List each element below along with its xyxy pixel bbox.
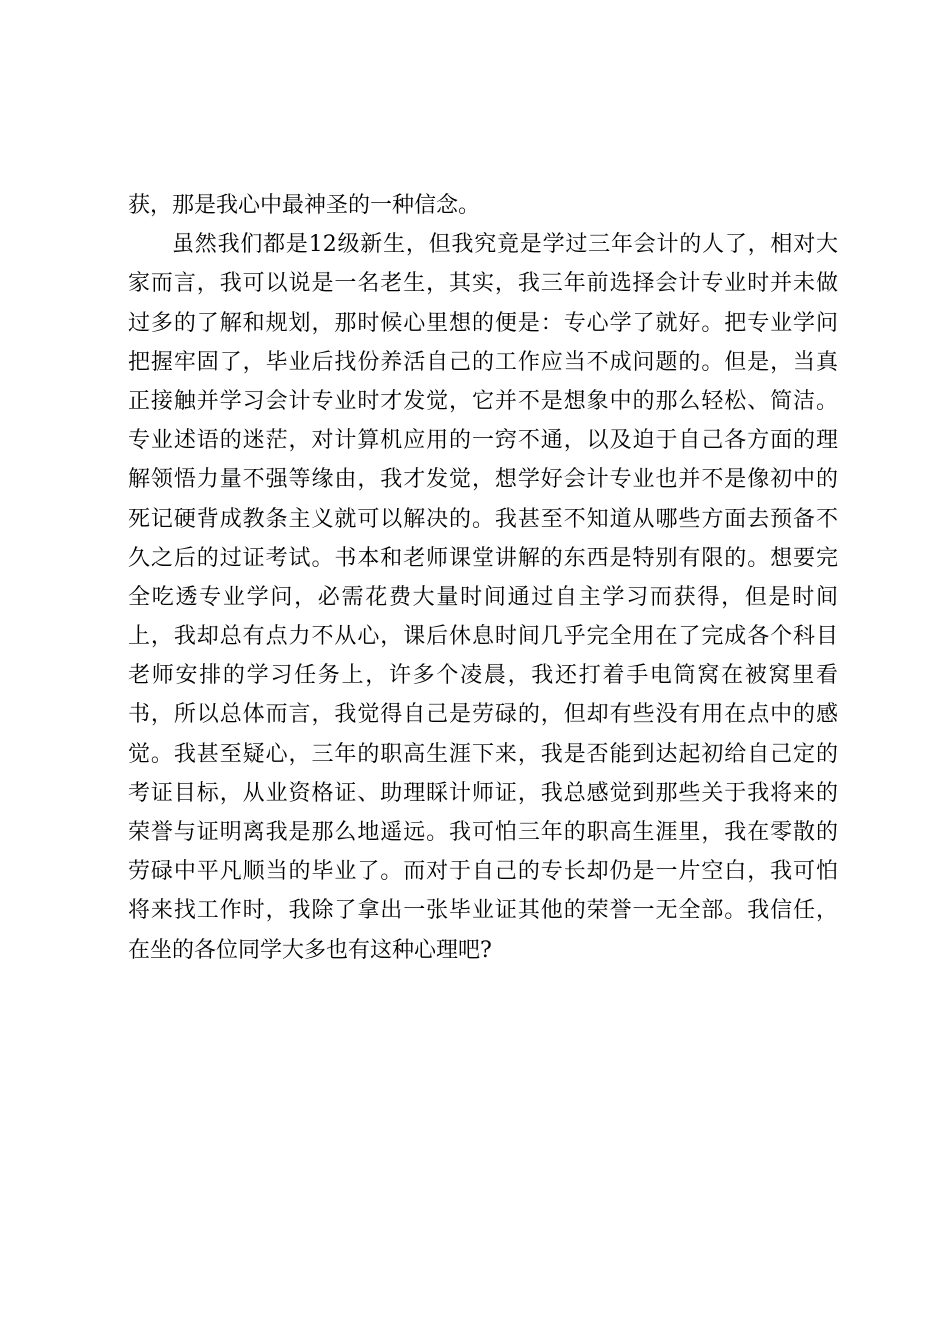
text-line: 荣誉与证明离我是那么地遥远。我可怕三年的职高生涯里，我在零散的 <box>128 820 838 845</box>
text-line: 久之后的过证考试。书本和老师课堂讲解的东西是特别有限的。想要完 <box>128 545 838 571</box>
text-line: 上，我却总有点力不从心，课后休息时间几乎完全用在了完成各个科目 <box>128 624 838 650</box>
text-line: 家而言，我可以说是一名老生，其实，我三年前选择会计专业时并未做 <box>128 271 838 297</box>
body-text <box>128 186 838 970</box>
text-line: 正接触并学习会计专业时才发觉，它并不是想象中的那么轻松、简洁。 <box>128 388 838 414</box>
text-line: 老师安排的学习任务上，许多个凌晨，我还打着手电筒窝在被窝里看 <box>128 663 838 689</box>
text-line: 解领悟力量不强等缘由，我才发觉，想学好会计专业也并不是像初中的 <box>128 467 838 493</box>
text-line: 获，那是我心中最神圣的一种信念。 <box>128 193 481 218</box>
text-line: 把握牢固了，毕业后找份养活自己的工作应当不成问题的。但是，当真 <box>128 349 838 375</box>
text-line: 书，所以总体而言，我觉得自己是劳碌的，但却有些没有用在点中的感 <box>128 702 838 728</box>
text-line: 考证目标，从业资格证、助理睬计师证，我总感觉到那些关于我将来的 <box>128 780 838 806</box>
text-line: 全吃透专业学问，必需花费大量时间通过自主学习而获得，但是时间 <box>128 584 838 610</box>
text-line: 将来找工作时，我除了拿出一张毕业证其他的荣誉一无全部。我信任， <box>128 898 838 924</box>
text-line: 死记硬背成教条主义就可以解决的。我甚至不知道从哪些方面去预备不 <box>128 506 838 532</box>
text-line: 劳碌中平凡顺当的毕业了。而对于自己的专长却仍是一片空白，我可怕 <box>128 859 838 885</box>
text-line: 专业述语的迷茫，对计算机应用的一窍不通，以及迫于自己各方面的理 <box>128 428 838 454</box>
text-line: 在坐的各位同学大多也有这种心理吧? <box>128 937 492 963</box>
text-line: 虽然我们都是12级新生，但我究竟是学过三年会计的人了，相对大 <box>172 232 838 258</box>
text-line: 觉。我甚至疑心，三年的职高生涯下来，我是否能到达起初给自己定的 <box>128 741 838 767</box>
text-line: 过多的了解和规划，那时候心里想的便是：专心学了就好。把专业学问 <box>128 310 838 336</box>
